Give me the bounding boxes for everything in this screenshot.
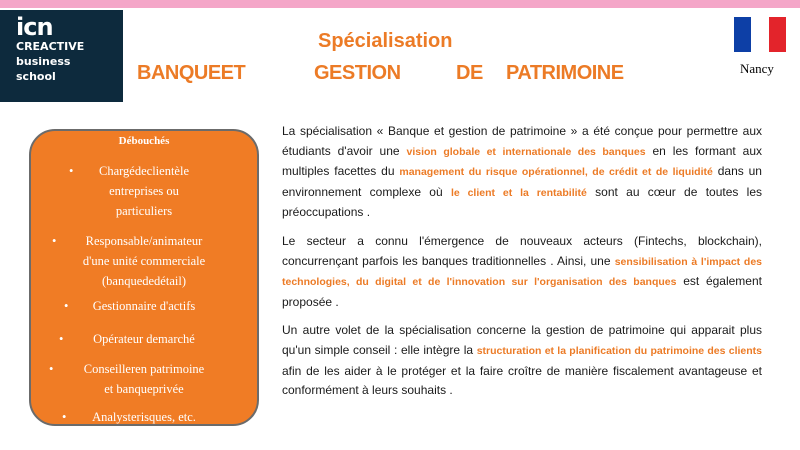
france-flag-icon [734,17,786,52]
highlighted-text: sensibilisation à l'impact des technologies, du digital et de l'innovation sur l'organisation des banques [282,255,762,289]
debouche-item [31,359,257,399]
body-paragraph [282,232,762,312]
debouche-line: Opérateur demarché [93,332,195,346]
debouche-item [31,329,257,349]
highlighted-text: vision globale et internationale des banques [406,145,646,158]
flag-stripe-red [769,17,786,52]
logo-icn-text: icn [16,13,53,41]
debouche-item [31,161,257,221]
title-word-3: DE [456,62,483,84]
debouche-line: Analysterisques, etc. [92,410,196,424]
debouches-panel [29,129,259,426]
paragraph-text: est également proposée . [282,274,762,309]
description-body [282,122,762,410]
city-label: Nancy [740,61,774,76]
specialisation-label: Spécialisation [318,30,453,52]
paragraph-text: sont au cœur de toutes les préoccupations . [282,184,763,220]
debouche-line: et banqueprivée [104,382,184,396]
debouche-line: (banquededétail) [102,274,186,288]
paragraph-text: en les formant aux multiples facettes du [282,143,762,179]
bullet-icon: • [69,164,74,178]
paragraph-text: afin de les aider à le protéger et la faire croître de manière fiscalement avantageuse et conformément à leurs souhaits . [282,363,762,398]
debouche-line: Conseilleren patrimoine [83,362,205,376]
debouche-item [31,296,257,316]
logo-line-2: CREACTIVE [16,40,85,53]
debouche-line: entreprises ou [109,184,179,198]
highlighted-text: management du risque opérationnel, de crédit et de liquidité [399,166,713,179]
debouche-line: Chargédeclientèle [98,164,189,178]
panel-title: Débouchés [118,135,170,147]
title-word-2: GESTION [314,62,401,84]
logo-line-4: school [16,70,56,83]
flag-stripe-blue [734,17,751,52]
debouche-item [31,231,257,291]
debouche-line: d'une unité commerciale [82,254,206,268]
bullet-icon: • [49,362,54,376]
bullet-icon: • [62,410,67,424]
title-word-1: BANQUEET [137,62,246,84]
bullet-icon: • [59,332,64,346]
highlighted-text: structuration et la planification du patrimoine des clients [476,344,762,357]
debouche-line: particuliers [115,204,173,218]
debouche-line: Gestionnaire d'actifs [92,299,196,313]
bullet-icon: • [64,299,69,313]
top-accent-bar [0,0,800,8]
paragraph-text: Un autre volet de la spécialisation concerne la gestion de patrimoine qui apparait plus qu'un simple conseil : elle intègre la [282,323,762,357]
paragraph-text: dans un environnement complexe où [282,164,762,199]
title-word-4: PATRIMOINE [506,62,624,84]
logo-line-3: business [16,55,71,68]
body-paragraph [282,321,762,400]
body-paragraph [282,122,762,223]
debouche-line: Responsable/animateur [85,234,203,248]
debouche-item [31,407,257,427]
icn-logo [0,10,123,102]
paragraph-text: Le secteur a connu l'émergence de nouveaux acteurs (Fintechs, blockchain), concurrençant parfois les banques traditionnelles . Ainsi, une [282,233,762,268]
highlighted-text: le client et la rentabilité [450,186,587,199]
bullet-icon: • [52,234,57,248]
paragraph-text: La spécialisation « Banque et gestion de patrimoine » a été conçue pour permettre aux étudiants d'avoir une [282,124,762,158]
flag-stripe-white [751,17,768,52]
